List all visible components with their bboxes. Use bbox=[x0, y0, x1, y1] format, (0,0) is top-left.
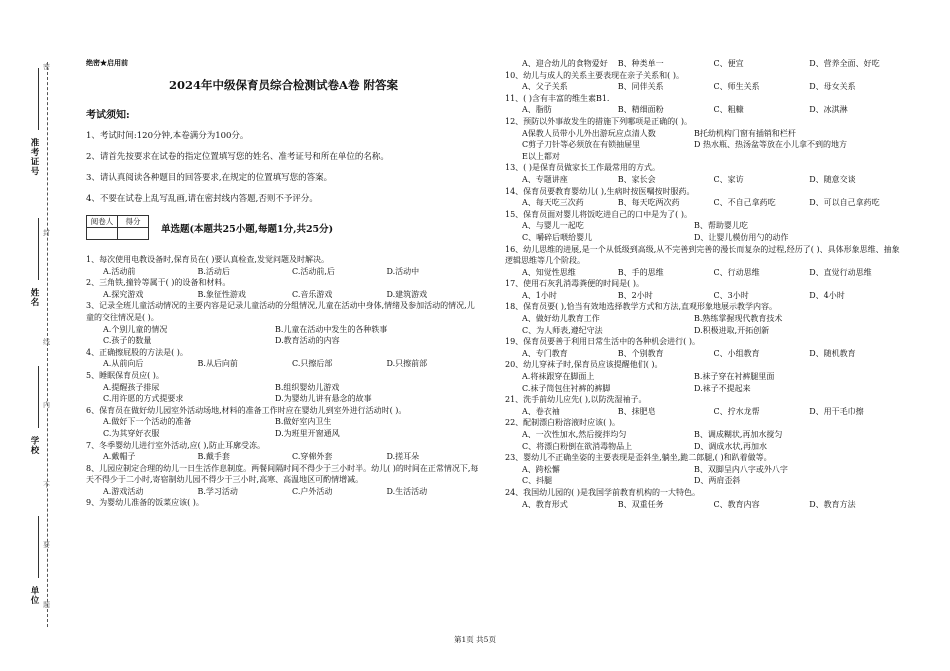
answer-option[interactable]: D.搓耳朵 bbox=[386, 452, 420, 462]
question-stem: 21、洗手前幼儿应先( ),以防洗湿袖子。 bbox=[505, 395, 647, 405]
question-stem: 17、使用石灰乳消毒粪便的时间是( )。 bbox=[505, 279, 644, 289]
answer-option[interactable]: D、调成水状,再加水 bbox=[694, 441, 767, 451]
answer-option[interactable]: C、不自己拿药吃 bbox=[713, 198, 776, 208]
answer-option[interactable]: B、帮助婴儿吃 bbox=[694, 221, 748, 231]
option-row bbox=[505, 406, 905, 418]
answer-option[interactable]: D.为婴幼儿讲有悬念的故事 bbox=[275, 394, 372, 404]
exam-title: 2024年中级保育员综合检测试卷A卷 附答案 bbox=[169, 78, 398, 92]
answer-option[interactable]: D.只擦前部 bbox=[386, 359, 428, 369]
answer-option[interactable]: B、调成糊状,再加水搅匀 bbox=[694, 430, 783, 439]
answer-option[interactable]: A、父子关系 bbox=[522, 82, 568, 92]
question-stem: 16、幼儿思维的进展,是一个从低级到高级,从不完善到完善的漫长而复杂的过程,经历了( )、具体形象思维、抽象逻辑思维等几个阶段。 bbox=[505, 244, 900, 266]
question-stem: 23、婴幼儿不正确坐姿的主要表现是歪斜坐,躺坐,跪二郎腿,( )和趴着做等。 bbox=[505, 453, 772, 463]
seal-line-char: 封 bbox=[43, 229, 50, 237]
answer-option[interactable]: A、迎合幼儿的食物爱好 bbox=[522, 59, 608, 68]
answer-option[interactable]: A.将袜跟穿在脚面上 bbox=[522, 372, 595, 382]
question-stem: 18、保育员要( ),恰当有效地选择教学方式和方法,直观形象地展示教学内容。 bbox=[505, 302, 778, 312]
question-stem: 9、为婴幼儿准备的饭菜应该( )。 bbox=[86, 498, 204, 508]
answer-option[interactable]: B、2小时 bbox=[617, 290, 653, 300]
right-question-list bbox=[505, 58, 905, 510]
answer-option[interactable]: D 热水瓶、热汤盆等放在小儿拿不到的地方 bbox=[694, 140, 847, 150]
answer-option[interactable]: D.生活活动 bbox=[386, 486, 428, 496]
answer-option[interactable]: C、抖腿 bbox=[522, 476, 553, 486]
score-cell bbox=[118, 228, 149, 240]
option-row bbox=[505, 128, 905, 140]
score-table bbox=[86, 215, 149, 240]
answer-option[interactable]: C、师生关系 bbox=[713, 82, 760, 92]
answer-option[interactable]: A、知觉性思维 bbox=[522, 267, 576, 277]
seal-line-char: 要 bbox=[43, 541, 50, 549]
answer-option[interactable]: A、每天吃三次药 bbox=[522, 198, 584, 208]
option-row bbox=[505, 220, 905, 232]
question-stem: 8、儿园应制定合理的幼儿一日生活作息制度。两餐间隔时间不得少于三小时半。幼儿( )的时间在正常情况下,每天不得少于二小时,寄宿制幼儿园不得少于三小时,高寒、高温地区可酌情增减。 bbox=[86, 463, 479, 485]
answer-option[interactable]: B、手的思维 bbox=[617, 267, 664, 277]
option-row bbox=[505, 267, 905, 279]
answer-option[interactable]: C.活动前,后 bbox=[292, 266, 335, 276]
answer-option[interactable]: C剪子刀针等必须放在有锁抽屉里 bbox=[522, 140, 641, 150]
question-stem: 10、幼儿与成人的关系主要表现在亲子关系和( )。 bbox=[505, 70, 684, 80]
seal-line-char: 不 bbox=[43, 481, 50, 489]
answer-option[interactable]: D、可以自己拿药吃 bbox=[809, 198, 880, 208]
answer-option[interactable]: D、随意交谈 bbox=[809, 174, 856, 184]
option-row bbox=[505, 197, 905, 209]
answer-option[interactable]: C、教育内容 bbox=[713, 499, 760, 509]
question-stem: 5、睡眠保育员应( )。 bbox=[86, 370, 164, 380]
answer-option[interactable]: D、两肩歪斜 bbox=[694, 476, 741, 486]
question-stem: 3、记录全班儿童活动情况的主要内容是记录儿童活动的分组情况,儿童在活动中身体,情绪及参加活动的情况,儿童的交往情况是( )。 bbox=[86, 301, 475, 322]
question-stem: 14、保育员要教育婴幼儿( ),生病时按医嘱按时服药。 bbox=[505, 186, 695, 196]
answer-option[interactable]: D、直觉行动思维 bbox=[809, 267, 872, 277]
answer-option[interactable]: C、拧水龙帮 bbox=[713, 406, 760, 416]
answer-option[interactable]: A、专门教育 bbox=[522, 348, 568, 358]
answer-option[interactable]: A、1小时 bbox=[522, 290, 557, 300]
answer-option[interactable]: C、为人师表,遵纪守法 bbox=[522, 325, 603, 335]
option-row bbox=[505, 475, 905, 487]
answer-option[interactable]: C、嚼碎后喂给婴儿 bbox=[522, 232, 593, 242]
answer-option[interactable]: C.穿棉外套 bbox=[292, 452, 333, 462]
question-stem: 22、配制漂白粉溶液时应该( )。 bbox=[505, 418, 620, 428]
option-row bbox=[86, 324, 481, 336]
seal-line-char: 线 bbox=[43, 338, 50, 346]
secret-mark: 绝密★启用前 bbox=[86, 58, 128, 67]
option-row bbox=[505, 232, 905, 244]
option-row bbox=[86, 382, 481, 394]
answer-option[interactable]: C、3小时 bbox=[713, 290, 749, 300]
answer-option[interactable]: B、个别教育 bbox=[617, 348, 664, 358]
answer-option[interactable]: A.游戏活动 bbox=[103, 486, 144, 496]
question-stem: 11、( )含有丰富的维生素B1. bbox=[505, 93, 610, 103]
answer-option[interactable]: D、母女关系 bbox=[809, 82, 856, 92]
answer-option[interactable]: B.戴手套 bbox=[197, 452, 230, 462]
option-row bbox=[86, 416, 481, 428]
answer-option[interactable]: A、做好幼儿教育工作 bbox=[522, 314, 600, 324]
answer-option[interactable]: B.袜子穿在衬裤腿里面 bbox=[694, 372, 775, 382]
answer-option[interactable]: A.探究游戏 bbox=[103, 289, 144, 299]
option-row bbox=[505, 58, 905, 70]
answer-option[interactable]: D.袜子不提起来 bbox=[694, 383, 751, 393]
answer-option[interactable]: B、同伴关系 bbox=[617, 82, 664, 92]
answer-option[interactable]: C、粗糠 bbox=[713, 105, 744, 115]
seal-line-char: 题 bbox=[43, 601, 50, 609]
answer-option[interactable]: A.从前向后 bbox=[103, 359, 144, 369]
answer-option[interactable]: B托幼机构门窗有插销和栏杆 bbox=[694, 128, 796, 138]
answer-option[interactable]: B、双脚呈内八字或外八字 bbox=[694, 464, 788, 474]
answer-option[interactable]: B.做好室内卫生 bbox=[275, 417, 332, 427]
answer-option[interactable]: D.建筑游戏 bbox=[386, 289, 428, 299]
question-stem: 2、三角铁,撞铃等属于( )的设备和材料。 bbox=[86, 278, 231, 288]
answer-option[interactable]: A.提醒孩子排尿 bbox=[103, 382, 160, 392]
binding-field-label: 准考证号 bbox=[29, 138, 39, 176]
answer-option[interactable]: C、小组教育 bbox=[713, 348, 760, 358]
option-row bbox=[505, 371, 905, 383]
option-row bbox=[505, 429, 905, 441]
answer-option[interactable]: C、家访 bbox=[713, 174, 744, 184]
answer-option[interactable]: D、教育方法 bbox=[809, 499, 856, 509]
answer-option[interactable]: D、用干毛巾擦 bbox=[809, 406, 864, 416]
seal-line-char: 内 bbox=[43, 401, 50, 409]
answer-option[interactable]: A.戴帽子 bbox=[103, 452, 136, 462]
answer-option[interactable]: B.组织婴幼儿游戏 bbox=[275, 382, 340, 392]
notice-item: 4、不要在试卷上乱写乱画,请在密封线内答题,否则不予评分。 bbox=[86, 194, 318, 204]
option-row bbox=[86, 289, 481, 301]
question-stem: 20、幼儿穿袜子时,保育员应该提醒他们( )。 bbox=[505, 360, 663, 370]
answer-option[interactable]: B、双重任务 bbox=[617, 499, 664, 509]
answer-option[interactable]: B、种类单一 bbox=[617, 59, 664, 68]
answer-option[interactable]: A.做好下一个活动的准备 bbox=[103, 417, 192, 427]
question-stem: 24、我国幼儿园的( )是我国学前教育机构的一大特色。 bbox=[505, 487, 700, 497]
answer-option[interactable]: D、让婴儿模仿用勺的动作 bbox=[694, 232, 789, 242]
answer-option[interactable]: A保教人员带小儿外出游玩应点清人数 bbox=[522, 128, 656, 138]
left-question-list bbox=[86, 254, 481, 509]
answer-option[interactable]: A、一次性加水,然后搅拌均匀 bbox=[522, 430, 627, 439]
option-row bbox=[505, 174, 905, 186]
option-row bbox=[86, 266, 481, 278]
binding-field-underline bbox=[38, 516, 39, 578]
option-row bbox=[86, 486, 481, 498]
answer-option[interactable]: C.孩子的数量 bbox=[103, 336, 152, 346]
score-table-reviewer: 阅卷人 bbox=[87, 216, 118, 228]
option-row bbox=[505, 441, 905, 453]
answer-option[interactable]: D、冰淇淋 bbox=[809, 105, 848, 115]
option-row bbox=[505, 348, 905, 360]
answer-option[interactable]: C.用许愿的方式提要求 bbox=[103, 394, 184, 404]
answer-option[interactable]: B、精细面粉 bbox=[617, 105, 664, 115]
page-footer: 第1页 共5页 bbox=[454, 635, 496, 644]
score-table-score: 得分 bbox=[118, 216, 149, 228]
option-row bbox=[86, 451, 481, 463]
option-row bbox=[86, 358, 481, 370]
answer-option[interactable]: D、随机教育 bbox=[809, 348, 856, 358]
notice-item: 2、请首先按要求在试卷的指定位置填写您的姓名、准考证号和所在单位的名称。 bbox=[86, 152, 389, 162]
option-row bbox=[505, 290, 905, 302]
answer-option[interactable]: A、与婴儿一起吃 bbox=[522, 221, 584, 231]
option-row bbox=[505, 313, 905, 325]
answer-option[interactable]: B.活动后 bbox=[197, 266, 230, 276]
option-row bbox=[505, 81, 905, 93]
option-row bbox=[505, 104, 905, 116]
answer-option[interactable]: B、抹肥皂 bbox=[617, 406, 656, 416]
option-row bbox=[505, 325, 905, 337]
answer-option[interactable]: A、脂肪 bbox=[522, 105, 552, 115]
answer-option[interactable]: D.积极进取,开拓创新 bbox=[694, 325, 770, 335]
answer-option[interactable]: C、将漂白粉倒在欲消毒物品上 bbox=[522, 441, 633, 451]
answer-option[interactable]: B.儿童在活动中发生的各种轶事 bbox=[275, 324, 388, 334]
binding-strip bbox=[0, 0, 60, 671]
section-title: 单选题(本题共25小题,每题1分,共25分) bbox=[161, 223, 334, 235]
answer-option[interactable]: A、教育形式 bbox=[522, 499, 568, 509]
question-stem: 4、正确擦屁股的方法是( )。 bbox=[86, 347, 188, 357]
notice-item: 3、请认真阅读各种题目的回答要求,在规定的位置填写您的答案。 bbox=[86, 173, 333, 183]
answer-option[interactable]: B.熟练掌握现代教育技术 bbox=[694, 314, 783, 324]
option-row bbox=[86, 335, 481, 347]
question-stem: 1、每次使用电教设备时,保育员在( )要认真检查,发觉问题及时解决。 bbox=[86, 255, 329, 264]
answer-option[interactable]: B.学习活动 bbox=[197, 486, 238, 496]
score-cell bbox=[87, 228, 118, 240]
answer-option[interactable]: D.为班里开窗通风 bbox=[275, 428, 340, 438]
binding-field-label: 学校 bbox=[29, 436, 39, 455]
answer-option[interactable]: D、营养全面、好吃 bbox=[809, 59, 880, 68]
question-stem: 7、冬季婴幼儿进行室外活动,应( ),防止耳廓受冻。 bbox=[86, 440, 265, 450]
option-row bbox=[86, 428, 481, 440]
question-stem: 6、保育员在做好幼儿园室外活动场地,材料的准备工作时应在婴幼儿到室外进行活动时( )。 bbox=[86, 405, 407, 415]
answer-option[interactable]: B、家长会 bbox=[617, 174, 656, 184]
section-header bbox=[86, 215, 481, 240]
binding-field-label: 单位 bbox=[29, 586, 39, 605]
option-row bbox=[505, 139, 905, 151]
answer-option[interactable]: A、跨松懈 bbox=[522, 464, 560, 474]
answer-option[interactable]: D.教育活动的内容 bbox=[275, 336, 340, 346]
answer-option[interactable]: C、行动思维 bbox=[713, 267, 760, 277]
right-column bbox=[505, 58, 905, 510]
answer-option[interactable]: E以上都对 bbox=[522, 151, 560, 161]
answer-option[interactable]: A.个别儿童的情况 bbox=[103, 324, 168, 334]
binding-field-label: 姓名 bbox=[29, 288, 39, 307]
notice-list bbox=[86, 131, 481, 205]
answer-option[interactable]: B、每天吃两次药 bbox=[617, 198, 680, 208]
seal-line-char: 密 bbox=[43, 63, 50, 71]
answer-option[interactable]: D.活动中 bbox=[386, 266, 420, 276]
left-column bbox=[86, 58, 481, 509]
answer-option[interactable]: C.为其穿好衣服 bbox=[103, 428, 160, 438]
option-row bbox=[505, 464, 905, 476]
option-row bbox=[505, 383, 905, 395]
answer-option[interactable]: A.活动前 bbox=[103, 266, 136, 276]
answer-option[interactable]: C.户外活动 bbox=[292, 486, 333, 496]
answer-option[interactable]: C.音乐游戏 bbox=[292, 289, 333, 299]
answer-option[interactable]: D、4小时 bbox=[809, 290, 845, 300]
answer-option[interactable]: A、卷衣袖 bbox=[522, 406, 560, 416]
notice-item: 1、考试时间:120分钟,本卷满分为100分。 bbox=[86, 131, 249, 141]
question-stem: 12、预防以外事故发生的措施下列哪项是正确的( )。 bbox=[505, 116, 692, 126]
question-stem: 15、保育员面对婴儿将饭吃进自己的口中是为了( )。 bbox=[505, 209, 692, 219]
answer-option[interactable]: B.象征性游戏 bbox=[197, 289, 246, 299]
answer-option[interactable]: B.从后向前 bbox=[197, 359, 238, 369]
question-stem: 13、( )是保育员做家长工作最常用的方式。 bbox=[505, 163, 660, 173]
notice-heading: 考试须知: bbox=[86, 110, 130, 121]
answer-option[interactable]: C.只擦后部 bbox=[292, 359, 333, 369]
binding-field-underline bbox=[38, 218, 39, 280]
option-row bbox=[505, 499, 905, 511]
question-stem: 19、保育员要善于利用日常生活中的各种机会进行( )。 bbox=[505, 337, 700, 347]
answer-option[interactable]: C、便宜 bbox=[713, 59, 744, 68]
option-row bbox=[86, 393, 481, 405]
answer-option[interactable]: C.袜子筒包住衬裤的裤脚 bbox=[522, 383, 611, 393]
option-row bbox=[505, 151, 905, 163]
answer-option[interactable]: A、专题讲座 bbox=[522, 174, 568, 184]
binding-field-underline bbox=[38, 366, 39, 428]
binding-field-underline bbox=[38, 68, 39, 130]
